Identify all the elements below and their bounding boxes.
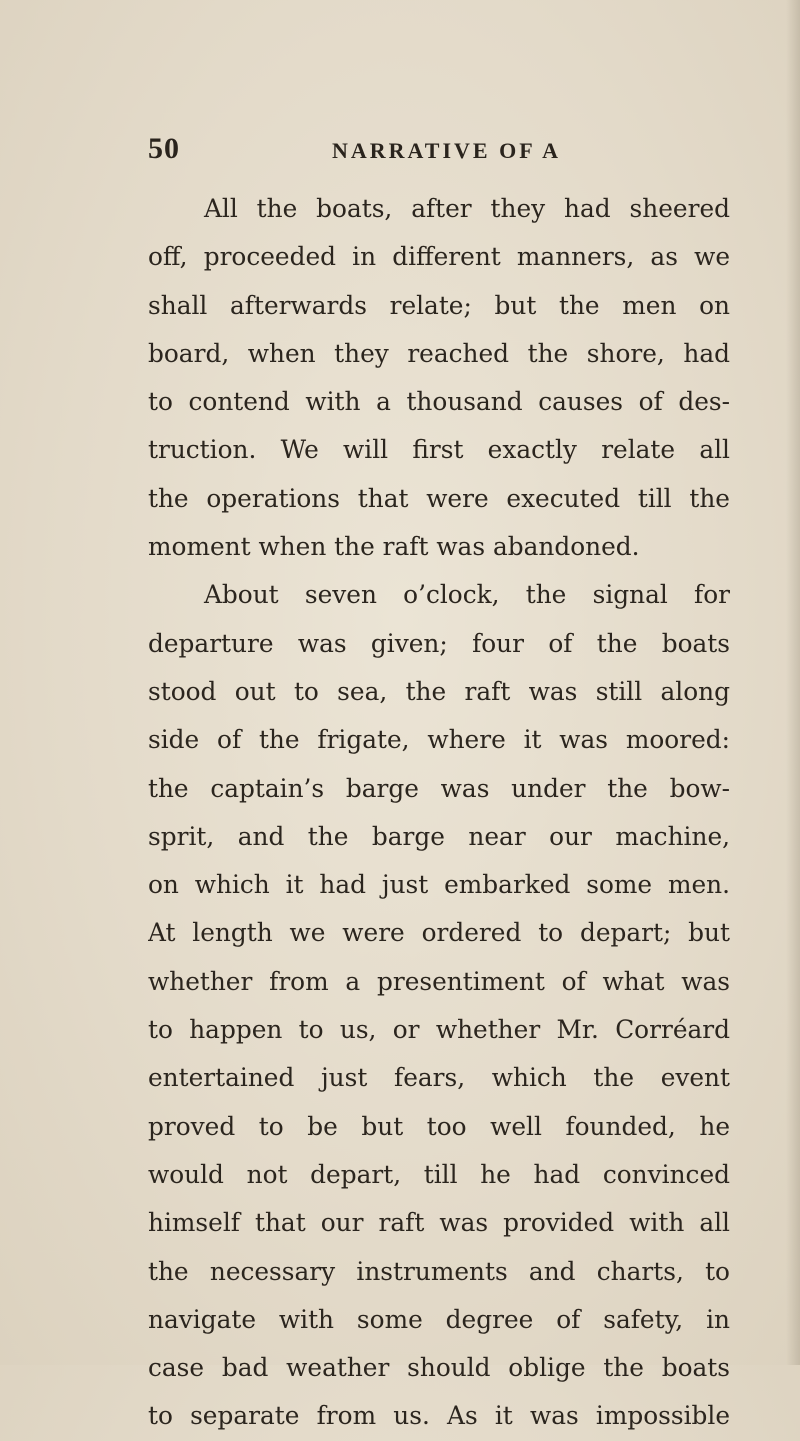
text-line: whether from a presentiment of what was xyxy=(148,966,730,996)
page-number: 50 xyxy=(148,132,180,165)
page-header xyxy=(148,132,768,168)
page-edge-shadow xyxy=(786,0,800,1365)
body-text xyxy=(148,185,730,1441)
text-line: shall afterwards relate; but the men on xyxy=(148,290,730,320)
text-line: would not depart, till he had convinced xyxy=(148,1159,730,1189)
text-line: board, when they reached the shore, had xyxy=(148,338,730,368)
text-line: navigate with some degree of safety, in xyxy=(148,1304,730,1334)
text-line: case bad weather should oblige the boats xyxy=(148,1353,730,1383)
text-line: At length we were ordered to depart; but xyxy=(148,918,730,948)
text-line: About seven o’clock, the signal for xyxy=(204,580,730,610)
text-line: to happen to us, or whether Mr. Corréard xyxy=(148,1015,730,1045)
text-line: departure was given; four of the boats xyxy=(148,628,730,658)
text-line: to contend with a thousand causes of des- xyxy=(148,387,730,417)
text-line: himself that our raft was provided with all xyxy=(148,1208,730,1238)
text-line: side of the frigate, where it was moored: xyxy=(148,725,730,755)
text-line: All the boats, after they had sheered xyxy=(204,194,730,223)
text-line: entertained just fears, which the event xyxy=(148,1063,730,1093)
text-line: to separate from us. As it was impossible xyxy=(148,1401,730,1431)
running-head: NARRATIVE OF A xyxy=(332,138,562,163)
text-line: proved to be but too well founded, he xyxy=(148,1111,730,1141)
text-line: sprit, and the barge near our machine, xyxy=(148,821,730,851)
text-line: the operations that were executed till the xyxy=(148,483,730,513)
text-line: stood out to sea, the raft was still along xyxy=(148,676,730,706)
text-line: moment when the raft was abandoned. xyxy=(148,532,640,562)
text-line: on which it had just embarked some men. xyxy=(148,870,730,900)
text-line: the captain’s barge was under the bow- xyxy=(148,773,730,803)
text-line: truction. We will first exactly relate all xyxy=(148,435,730,465)
text-line: the necessary instruments and charts, to xyxy=(148,1256,730,1286)
text-line: off, proceeded in different manners, as we xyxy=(148,242,730,272)
